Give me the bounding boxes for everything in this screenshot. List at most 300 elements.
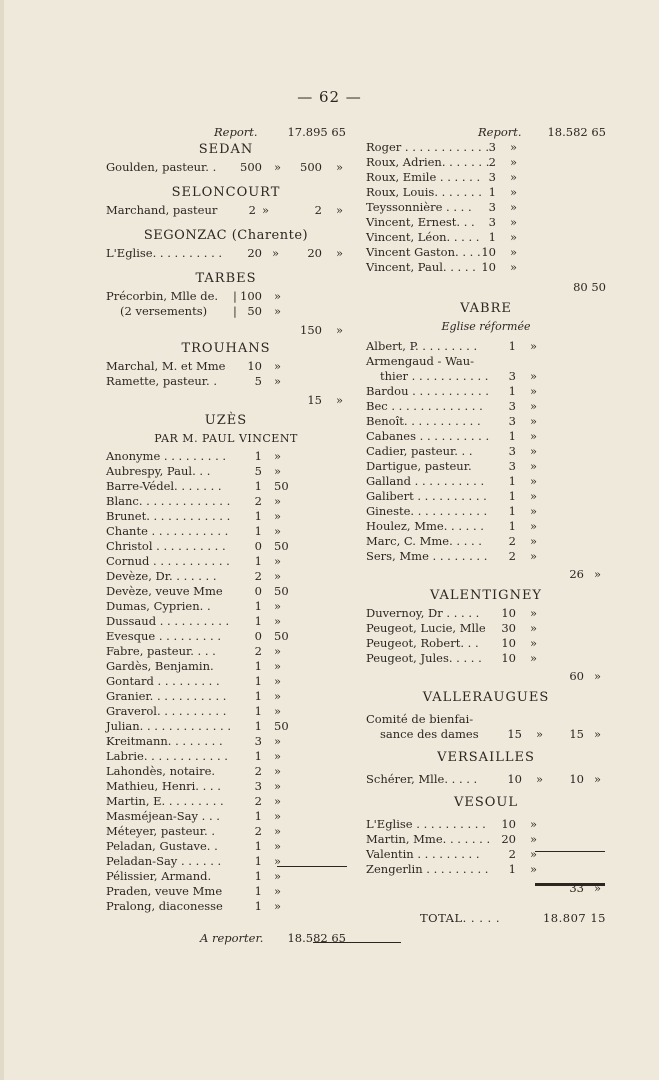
entry-name: Cadier, pasteur. . . [366,444,473,458]
entry-row [106,734,346,749]
entry-name: Kreitmann. . . . . . . . [106,734,223,748]
entry-mark: » [274,704,282,718]
entry-name: Peladan, Gustave. . [106,839,218,853]
entry-row [106,203,346,218]
entry-mark: » [530,606,538,620]
entry-name: Ramette, pasteur. . [106,374,218,388]
entry-mark: » [530,399,538,413]
entry-name: thier . . . . . . . . . . . [380,369,489,383]
entry-mark: » [274,599,282,613]
page-number: — 62 — [297,88,362,106]
entry-name: Fabre, pasteur. . . . [106,644,216,658]
entry-amount: 3 [254,779,262,793]
entry-name: Mathieu, Henri. . . . [106,779,221,793]
entry-amount: 1 [254,524,262,538]
entry-mark: » [510,185,518,199]
subtotal-mark: » [336,323,344,337]
double-rule-line [535,883,605,886]
entry-mark: » [274,764,282,778]
entry-row [106,374,346,389]
entry-row [106,479,346,494]
entry-amount: 1 [254,659,262,673]
entry-row [106,659,346,674]
entry-mark: » [274,614,282,628]
section-subtotal: 150 [300,323,322,337]
entry-name: (2 versements) [120,304,208,318]
entry-row [366,519,606,534]
entry-name: Peugeot, Lucie, Mlle [366,621,486,635]
subtotal-mark: » [336,246,344,260]
entry-row [106,289,346,304]
entry-row [106,246,346,261]
section-subtotal: 80 50 [573,280,606,294]
entry-amount: 3 [488,200,496,214]
subtotal-row [366,564,606,582]
entry-amount: 3 [488,140,496,154]
subtotal-mark: » [594,881,602,895]
entry-mark: » [274,554,282,568]
entry-name: Marchal, M. et Mme [106,359,226,373]
entry-row [366,847,606,862]
entry-amount: 2 [254,569,262,583]
entry-amount: 2 [508,534,516,548]
entry-mark: » [530,339,538,353]
entry-name: Galibert . . . . . . . . . . [366,489,487,503]
entry-name: Pélissier, Armand. [106,869,212,883]
entry-name: Martin, Mme. . . . . . . [366,832,491,846]
entry-row [106,614,346,629]
entry-mark: » [274,289,282,303]
entry-amount: 1 [254,749,262,763]
entry-mark: » [274,824,282,838]
entry-mark: » [274,569,282,583]
entry-amount: 50 [247,304,262,318]
entry-row [366,621,606,636]
entry-row [366,339,606,354]
entry-name: Evesque . . . . . . . . . [106,629,221,643]
entry-name: Bardou . . . . . . . . . . . [366,384,489,398]
entry-name: Lahondès, notaire. [106,764,216,778]
entry-mark: » [530,651,538,665]
entry-row [106,524,346,539]
entry-name: Graverol. . . . . . . . . . [106,704,227,718]
entry-amount: 3 [508,399,516,413]
entry-name: Martin, E. . . . . . . . . [106,794,224,808]
entry-row [366,185,606,200]
section-heading-valentigney: VALENTIGNEY [429,588,543,603]
entry-row [366,772,606,787]
entry-amount: 2 [488,155,496,169]
rule-line [535,851,605,852]
entry-amount: 10 [501,636,516,650]
entry-amount: 1 [508,474,516,488]
entry-mark: » [274,734,282,748]
entry-row [366,549,606,564]
subtotal-mark: » [336,160,344,174]
entry-mark: » [510,215,518,229]
entry-amount: 1 [254,839,262,853]
entry-amount: 1 [254,614,262,628]
entry-amount: 2 [254,494,262,508]
entry-name: Chante . . . . . . . . . . . [106,524,229,538]
entry-amount: 2 [254,644,262,658]
a-reporter-line [106,930,346,946]
section-heading-sedan: SEDAN [198,142,254,157]
entry-mark: » [530,519,538,533]
entry-name: Roux, Louis. . . . . . . [366,185,482,199]
entry-name: Marchand, pasteur [106,203,218,217]
entry-amount: 10 [501,606,516,620]
entry-mark: » [530,862,538,876]
entry-row [366,354,606,369]
entry-mark: » [536,772,544,786]
entry-name: Méteyer, pasteur. . [106,824,216,838]
entry-amount: 1 [254,854,262,868]
entry-mark: » [274,854,282,868]
entry-row [106,899,346,914]
entry-name: Masméjean-Say . . . [106,809,220,823]
entry-amount: 2 [254,764,262,778]
entry-name: Comité de bienfai- [366,712,474,726]
entry-row [366,534,606,549]
entry-amount: 1 [254,809,262,823]
entry-amount: 10 [501,651,516,665]
entry-name: Aubrespy, Paul. . . [106,464,211,478]
entry-amount: 1 [254,479,262,493]
entry-amount: 3 [508,444,516,458]
entry-amount: 0 [254,539,262,553]
entry-mark: » [274,374,282,388]
vesoul-entries [366,817,606,877]
entry-row [366,260,606,275]
entry-mark: » [530,444,538,458]
entry-mark: » [530,549,538,563]
section-heading-seloncourt: SELONCOURT [171,185,281,200]
entry-name: Bec . . . . . . . . . . . . . [366,399,483,413]
rule-line [313,942,401,943]
entry-mark: » [510,245,518,259]
section-heading-vesoul: VESOUL [453,795,519,810]
entry-amount: 1 [254,674,262,688]
entry-row [366,140,606,155]
entry-amount: 20 [247,246,262,260]
section-heading-segonzac: SEGONZAC (Charente) [143,228,309,243]
entry-row [106,674,346,689]
entry-name: Barre-Védel. . . . . . . [106,479,222,493]
entry-amount: 20 [501,832,516,846]
entry-row [106,689,346,704]
entry-mark: 50 [274,479,289,493]
entry-mark: » [274,794,282,808]
entry-row [366,606,606,621]
entry-mark: 50 [274,629,289,643]
entry-row [106,719,346,734]
entry-mark: » [530,621,538,635]
entry-name: Roux, Adrien. . . . . . . [366,155,490,169]
entry-amount: 3 [254,734,262,748]
entry-name: Christol . . . . . . . . . . [106,539,226,553]
entry-name: Armengaud - Wau- [366,354,475,368]
entry-mark: » [536,727,544,741]
entry-amount: 1 [254,719,262,733]
entry-name: L'Eglise . . . . . . . . . . [366,817,486,831]
entry-row [106,644,346,659]
entry-name: Galland . . . . . . . . . . [366,474,485,488]
entry-amount: 1 [254,704,262,718]
entry-amount: 1 [488,230,496,244]
entry-mark: » [274,779,282,793]
subtotal-row [106,323,346,339]
entry-row [106,554,346,569]
entry-amount: 500 [240,160,262,174]
entry-amount: 1 [508,489,516,503]
entry-amount: 1 [254,884,262,898]
entry-amount: 1 [508,384,516,398]
rule-line [277,866,347,867]
total-label: TOTAL. . . . . [420,911,500,925]
entry-mark: » [274,809,282,823]
entry-mark: » [262,203,270,217]
entry-amount: 1 [254,554,262,568]
entry-name: Cabanes . . . . . . . . . . [366,429,490,443]
entry-mark: » [530,474,538,488]
entry-amount: 0 [254,584,262,598]
entry-amount: 1 [508,504,516,518]
entry-amount: 1 [508,862,516,876]
entry-mark: » [510,200,518,214]
entry-name: Gontard . . . . . . . . . [106,674,220,688]
entry-amount: 10 [507,772,522,786]
brace: | [233,289,237,303]
entry-name: Sers, Mme . . . . . . . . [366,549,488,563]
entry-amount: 1 [254,509,262,523]
section-heading-valleraugues: VALLERAUGUES [422,690,550,705]
entry-row [366,384,606,399]
valentigney-entries [366,606,606,666]
entry-row [366,170,606,185]
section-heading-uzes: UZÈS [204,413,248,428]
subtotal-mark: » [336,203,344,217]
entry-mark: » [274,689,282,703]
entry-mark: » [530,369,538,383]
entry-name: Anonyme . . . . . . . . . [106,449,227,463]
entry-row [106,599,346,614]
entry-amount: 3 [508,459,516,473]
entry-row [106,569,346,584]
entry-name: Albert, P. . . . . . . . . [366,339,478,353]
entry-mark: » [530,832,538,846]
entry-name: Peugeot, Jules. . . . . [366,651,482,665]
entry-row [366,727,606,742]
entry-row [106,704,346,719]
total-amount: 18.807 15 [542,911,606,925]
entry-row [106,764,346,779]
section-heading-versailles: VERSAILLES [437,750,535,765]
entry-name: Julian. . . . . . . . . . . . . [106,719,232,733]
entry-amount: 3 [488,215,496,229]
entry-name: Goulden, pasteur. . [106,160,217,174]
entry-row [366,200,606,215]
entry-name: Praden, veuve Mme [106,884,223,898]
entry-amount: 1 [508,429,516,443]
report-amount: 18.582 65 [547,125,606,139]
entry-name: Pralong, diaconesse [106,899,223,913]
entry-row [106,494,346,509]
entry-row [366,636,606,651]
subtotal-row [366,666,606,684]
entry-row [106,509,346,524]
entry-mark: » [274,674,282,688]
entry-row [106,824,346,839]
entry-mark: » [530,534,538,548]
entry-amount: 3 [508,369,516,383]
entry-name: Brunet. . . . . . . . . . . . [106,509,231,523]
entry-mark: 50 [274,719,289,733]
entry-mark: » [274,160,282,174]
entry-mark: » [510,140,518,154]
entry-row [106,794,346,809]
entry-name: Gardès, Benjamin. [106,659,214,673]
entry-name: Dartigue, pasteur. [366,459,472,473]
entry-row [366,230,606,245]
entry-row [366,399,606,414]
section-subtotal: 15 [569,727,584,741]
section-subtotal: 10 [569,772,584,786]
subtotal-mark: » [594,567,602,581]
section-subtotal: 33 [569,881,584,895]
entry-row [106,629,346,644]
entry-mark: » [272,246,280,260]
section-subtotal: 15 [307,393,322,407]
entry-mark: » [274,464,282,478]
entry-mark: » [530,414,538,428]
entry-row [106,584,346,599]
entry-mark: » [510,230,518,244]
section-subtotal: 500 [300,160,322,174]
entry-mark: 50 [274,584,289,598]
entry-name: Zengerlin . . . . . . . . . [366,862,489,876]
entry-amount: 1 [254,449,262,463]
entry-row [366,651,606,666]
uzes-continued-entries [366,140,606,275]
entry-mark: » [530,489,538,503]
section-heading-tarbes: TARBES [195,271,257,286]
entry-amount: 10 [481,260,496,274]
entry-amount: 1 [254,689,262,703]
entry-row [366,474,606,489]
entry-mark: » [274,884,282,898]
a-reporter-label: A reporter. [200,931,264,945]
entry-amount: 30 [501,621,516,635]
entry-amount: 15 [507,727,522,741]
entry-name: Duvernoy, Dr . . . . . [366,606,480,620]
entry-amount: 5 [254,374,262,388]
entry-name: Précorbin, Mlle de. [106,289,219,303]
entry-amount: 100 [240,289,262,303]
entry-amount: 10 [501,817,516,831]
entry-amount: 2 [508,549,516,563]
entry-row [366,459,606,474]
left-column [106,124,346,946]
entry-name: Roger . . . . . . . . . . . . [366,140,489,154]
entry-row [106,869,346,884]
entry-mark: » [510,155,518,169]
entry-mark: » [274,899,282,913]
vabre-entries [366,339,606,564]
entry-name: Dumas, Cyprien. . [106,599,211,613]
entry-row [366,414,606,429]
entry-mark: » [530,429,538,443]
entry-mark: » [530,847,538,861]
entry-row [366,817,606,832]
subtotal-mark: » [594,772,602,786]
subtotal-row [366,877,606,895]
entry-amount: 10 [481,245,496,259]
entry-row [106,449,346,464]
section-subtotal: 60 [569,669,584,683]
entry-row [106,884,346,899]
entry-amount: 1 [254,599,262,613]
entry-name: Devèze, Dr. . . . . . . [106,569,217,583]
entry-row [366,862,606,877]
subtotal-mark: » [594,727,602,741]
section-subtotal: 2 [314,203,322,217]
entry-mark: » [274,749,282,763]
entry-mark: » [530,636,538,650]
entry-name: Vincent, Ernest. . . [366,215,475,229]
report-label: Report. [478,125,522,139]
report-line [366,124,606,140]
entry-row [106,160,346,175]
entry-mark: » [530,459,538,473]
section-subheading: Eglise réformée [441,320,531,333]
entry-mark: » [510,170,518,184]
entry-name: Granier. . . . . . . . . . . [106,689,227,703]
entry-mark: » [274,524,282,538]
total-line [366,909,606,927]
entry-amount: 1 [254,899,262,913]
section-heading-trouhans: TROUHANS [181,341,271,356]
entry-row [366,369,606,384]
entry-mark: » [530,384,538,398]
subtotal-mark: » [336,393,344,407]
section-subtotal: 20 [307,246,322,260]
entry-row [366,429,606,444]
entry-row [366,489,606,504]
entry-name: Vincent, Léon. . . . . [366,230,480,244]
entry-mark: » [274,494,282,508]
entry-row [366,832,606,847]
entry-name: Devèze, veuve Mme [106,584,223,598]
entry-amount: 1 [508,339,516,353]
entry-name: Gineste. . . . . . . . . . . [366,504,488,518]
entry-mark: » [274,449,282,463]
entry-row [106,839,346,854]
entry-row [106,749,346,764]
report-line [106,124,346,140]
entry-row [366,444,606,459]
entry-mark: » [274,359,282,373]
uzes-entries [106,449,346,914]
section-subtotal: 26 [569,567,584,581]
page-edge [0,0,4,1080]
entry-amount: 2 [254,794,262,808]
entry-mark: 50 [274,539,289,553]
entry-row [366,245,606,260]
entry-row [366,155,606,170]
report-amount: 17.895 65 [287,125,346,139]
entry-row [106,359,346,374]
